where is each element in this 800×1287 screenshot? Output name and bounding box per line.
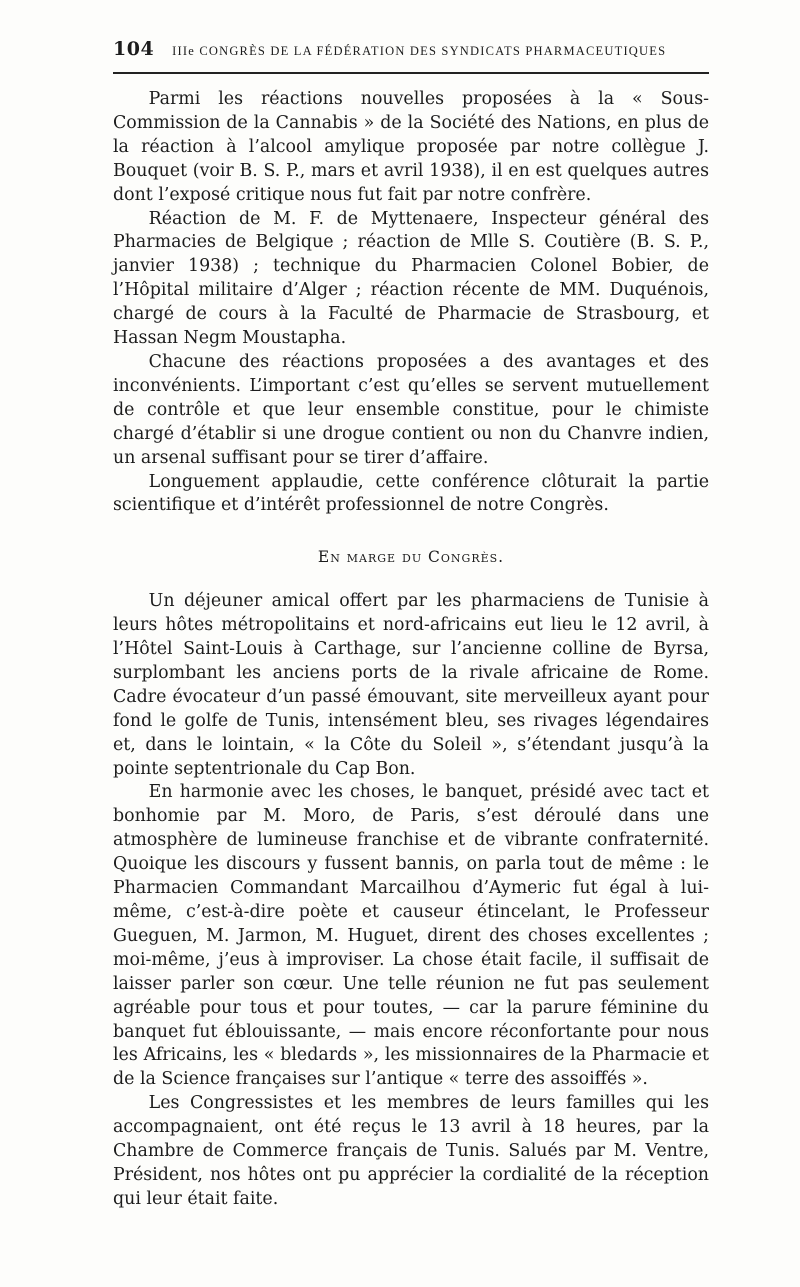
- header-rule: [113, 72, 709, 74]
- page-number: 104: [113, 38, 155, 60]
- paragraph: Parmi les réactions nouvelles proposées à la « Sous-Commission de la Cannabis » de la Société des Nations, en plus de la réaction à l’alcool amylique proposée par notre collègue J. Bouquet (voir B. S. P., mars et avril 1938), il en est quelques autres dont l’exposé critique nous fut fait par notre confrère.: [113, 89, 709, 205]
- page-header: [113, 38, 713, 68]
- paragraph: Chacune des réactions proposées a des avantages et des inconvénients. L’important c’est qu’elles se servent mutuellement de contrôle et que leur ensemble constitue, pour le chimiste chargé d’établir si une drogue contient ou non du Chanvre indien, un arsenal suffisant pour se tirer d’affaire.: [113, 351, 709, 468]
- paragraph: En harmonie avec les choses, le banquet, présidé avec tact et bonhomie par M. Moro, de Paris, s’est déroulé dans une atmosphère de lumineuse franchise et de vibrante confraternité. Quoique les discours y fussent bannis, on parla tout de même : le Pharmacien Commandant Marcailhou d’Aymeric fut égal à lui-même, c’est-à-dire poète et causeur étincelant, le Professeur Gueguen, M. Jarmon, M. Huguet, dirent des choses excellentes ; moi-même, j’eus à improviser. La chose était facile, il suffisait de laisser parler son cœur. Une telle réunion ne fut pas seulement agréable pour tous et pour toutes, — car la parure féminine du banquet fut éblouissante, — mais encore réconfortante pour nous les Africains, les « bledards », les missionnaires de la Pharmacie et de la Science françaises sur l’antique « terre des assoiffés ».: [113, 782, 709, 1090]
- paragraph: Les Congressistes et les membres de leurs familles qui les accompagnaient, ont été reçus le 13 avril à 18 heures, par la Chambre de Commerce français de Tunis. Salués par M. Ventre, Président, nos hôtes ont pu apprécier la cordialité de la réception qui leur était faite.: [113, 1093, 709, 1209]
- body-text: [113, 88, 709, 1212]
- running-title: IIIe CONGRÈS DE LA FÉDÉRATION DES SYNDICATS PHARMACEUTIQUES: [172, 44, 667, 58]
- paragraph: Un déjeuner amical offert par les pharmaciens de Tunisie à leurs hôtes métropolitains et nord-africains eut lieu le 12 avril, à l’Hôtel Saint-Louis à Carthage, sur l’ancienne colline de Byrsa, surplombant les anciens ports de la rivale africaine de Rome. Cadre évocateur d’un passé émouvant, site merveilleux ayant pour fond le golfe de Tunis, intensément bleu, ses rivages légendaires et, dans le lointain, « la Côte du Soleil », s’étendant jusqu’à la pointe septentrionale du Cap Bon.: [113, 591, 709, 779]
- paragraph: Réaction de M. F. de Myttenaere, Inspecteur général des Pharmacies de Belgique ; réaction de Mlle S. Coutière (B. S. P., janvier 1938) ; technique du Pharmacien Colonel Bobier, de l’Hôpital militaire d’Alger ; réaction récente de MM. Duquénois, chargé de cours à la Faculté de Pharmacie de Strasbourg, et Hassan Negm Moustapha.: [113, 208, 709, 349]
- section-heading: En marge du Congrès.: [317, 548, 505, 567]
- paragraph: Longuement applaudie, cette conférence clôturait la partie scientifique et d’intérêt professionnel de notre Congrès.: [113, 471, 709, 516]
